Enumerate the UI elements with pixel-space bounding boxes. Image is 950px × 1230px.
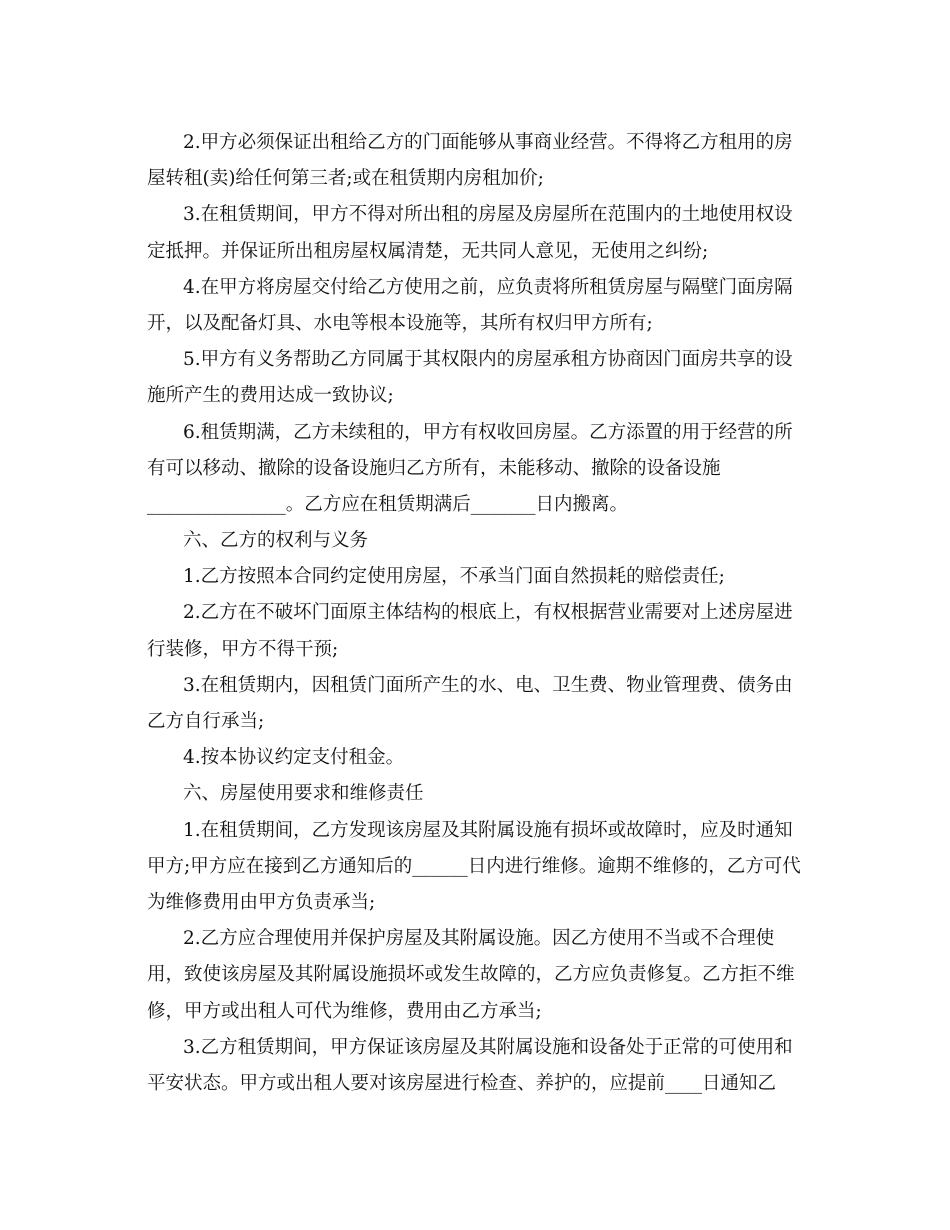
paragraph-line: 乙方自行承当;: [147, 711, 265, 732]
paragraph-line: 为维修费用由甲方负责承当;: [147, 891, 376, 913]
paragraph-line: 5.甲方有义务帮助乙方同属于其权限内的房屋承租方协商因门面房共享的设: [183, 349, 793, 371]
clause-paragraph: [147, 1030, 847, 1102]
paragraph-line: 1.乙方按照本合同约定使用房屋，不承当门面自然损耗的赔偿责任;: [183, 566, 725, 588]
paragraph-line: 3.乙方租赁期间，甲方保证该房屋及其附属设施和设备处于正常的可使用和: [183, 1036, 793, 1058]
document-body: [147, 125, 847, 1102]
paragraph-line: 定抵押。并保证所出租房屋权属清楚，无共同人意见，无使用之纠纷;: [147, 240, 709, 262]
section-heading-text: 六、乙方的权利与义务: [183, 530, 369, 552]
clause-paragraph: [147, 559, 847, 595]
clause-paragraph: [147, 921, 847, 1030]
clause-paragraph: [147, 740, 847, 776]
paragraph-line: 2.乙方应合理使用并保护房屋及其附属设施。因乙方使用不当或不合理使: [183, 928, 775, 950]
paragraph-line: 6.租赁期满，乙方未续租的，甲方有权收回房屋。乙方添置的用于经营的所: [183, 421, 793, 443]
clause-paragraph: [147, 813, 847, 922]
paragraph-line: 行装修，甲方不得干预;: [147, 638, 339, 660]
paragraph-line: 1.在租赁期间，乙方发现该房屋及其附属设施有损坏或故障时，应及时通知: [183, 819, 793, 841]
paragraph-line-with-blanks: 甲方;甲方应在接到乙方通知后的______日内进行维修。逾期不维修的，乙方可代: [147, 855, 801, 877]
paragraph-line: 修，甲方或出租人可代为维修，费用由乙方承当;: [147, 1000, 542, 1022]
paragraph-line: 3.在租赁期间，甲方不得对所出租的房屋及房屋所在范围内的土地使用权设: [183, 204, 793, 226]
paragraph-line: 4.按本协议约定支付租金。: [183, 747, 405, 769]
clause-paragraph: [147, 668, 847, 740]
section-heading: [147, 523, 847, 559]
clause-paragraph: [147, 270, 847, 342]
paragraph-line: 用，致使该房屋及其附属设施损坏或发生故障的，乙方应负责修复。乙方拒不维: [147, 964, 795, 986]
clause-paragraph: [147, 125, 847, 197]
clause-paragraph: [147, 415, 847, 524]
paragraph-line: 有可以移动、撤除的设备设施归乙方所有，未能移动、撤除的设备设施: [147, 457, 721, 479]
paragraph-line: 施所产生的费用达成一致协议;: [147, 385, 394, 407]
clause-paragraph: [147, 197, 847, 269]
paragraph-line: 开，以及配备灯具、水电等根本设施等，其所有权归甲方所有;: [147, 312, 653, 334]
paragraph-line-with-blanks: _______________。乙方应在租赁期满后_______日内搬离。: [147, 493, 629, 515]
clause-paragraph: [147, 595, 847, 667]
paragraph-line: 4.在甲方将房屋交付给乙方使用之前，应负责将所租赁房屋与隔壁门面房隔: [183, 276, 793, 298]
section-heading: [147, 776, 847, 812]
section-heading-text: 六、房屋使用要求和维修责任: [183, 783, 424, 805]
paragraph-line: 2.甲方必须保证出租给乙方的门面能够从事商业经营。不得将乙方租用的房: [183, 132, 793, 153]
paragraph-line: 屋转租(卖)给任何第三者;或在租赁期内房租加价;: [147, 168, 544, 190]
paragraph-line-with-blanks: 平安状态。甲方或出租人要对该房屋进行检查、养护的，应提前____日通知乙: [147, 1072, 777, 1094]
paragraph-line: 2.乙方在不破坏门面原主体结构的根底上，有权根据营业需要对上述房屋进: [183, 602, 793, 624]
paragraph-line: 3.在租赁期内，因租赁门面所产生的水、电、卫生费、物业管理费、债务由: [183, 674, 793, 696]
clause-paragraph: [147, 342, 847, 414]
